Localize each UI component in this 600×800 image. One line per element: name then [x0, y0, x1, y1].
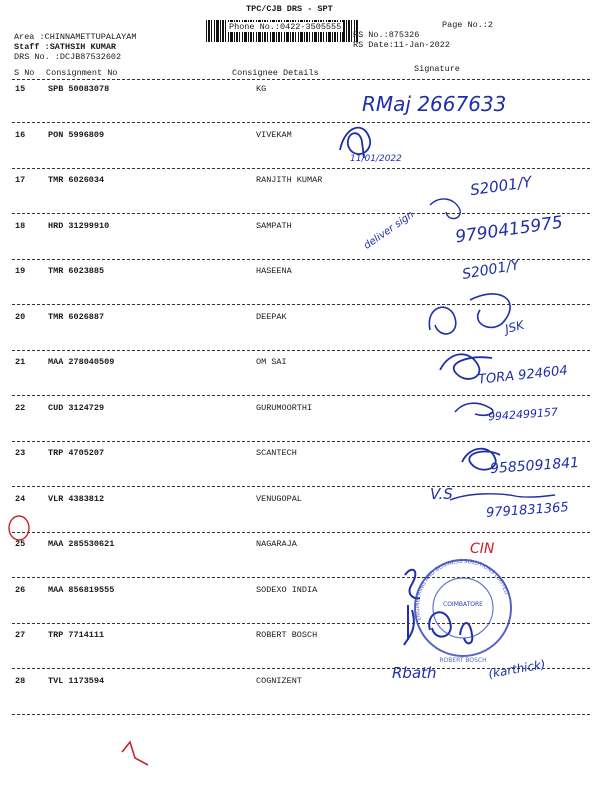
- row-divider: [12, 304, 590, 305]
- table-row: [0, 676, 600, 690]
- row-consignee-name: HASEENA: [256, 266, 292, 276]
- row-sno: 22: [15, 403, 26, 413]
- row-divider: [12, 122, 590, 123]
- row-consignee-name: OM SAI: [256, 357, 287, 367]
- row-sno: 24: [15, 494, 26, 504]
- table-row: [0, 130, 600, 144]
- row-consignment-number: TMR 6026034: [48, 175, 105, 185]
- row-consignment-number: VLR 4383812: [48, 494, 105, 504]
- stamp-outer-text: ENGINEERING AND BUSINESS SOLUTIONS LIMITED: [414, 558, 510, 622]
- row-divider: [12, 714, 590, 715]
- drs-number: DRS No. :DCJB87532602: [14, 52, 122, 62]
- stamp-bottom-text: ROBERT BOSCH: [439, 657, 487, 664]
- row-consignment-number: TMR 6023885: [48, 266, 105, 276]
- row-consignment-number: SPB 50083078: [48, 84, 110, 94]
- column-header-consignee: Consignee Details: [232, 68, 319, 78]
- row-consignee-name: DEEPAK: [256, 312, 287, 322]
- signature-23-phone: 9585091841: [489, 454, 580, 478]
- row-consignee-name: GURUMOORTHI: [256, 403, 313, 413]
- signature-21: TORA 924604: [477, 363, 569, 388]
- header-divider: [12, 79, 590, 80]
- column-header-signature: Signature: [414, 64, 460, 74]
- row-consignee-name: SODEXO INDIA: [256, 585, 318, 595]
- row-sno: 23: [15, 448, 26, 458]
- row-divider: [12, 486, 590, 487]
- signature-24-name: V.S: [430, 485, 453, 503]
- row-sno: 28: [15, 676, 26, 686]
- rs-date: RS Date:11-Jan-2022: [353, 40, 450, 50]
- row-consignment-number: MAA 278040509: [48, 357, 115, 367]
- table-row: [0, 539, 600, 553]
- table-row: [0, 630, 600, 644]
- row-consignee-name: VIVEKAM: [256, 130, 292, 140]
- signature-28-note: (karthick): [487, 657, 547, 681]
- row-sno: 20: [15, 312, 26, 322]
- column-header-sno: S No: [14, 68, 35, 78]
- row-sno: 27: [15, 630, 26, 640]
- row-sno: 26: [15, 585, 26, 595]
- row-divider: [12, 213, 590, 214]
- row-divider: [12, 441, 590, 442]
- rs-number: RS No.:875326: [353, 30, 420, 40]
- row-consignment-number: TRP 7714111: [48, 630, 105, 640]
- row-sno: 16: [15, 130, 26, 140]
- page-number: Page No.:2: [442, 20, 494, 30]
- row-consignment-number: PON 5996809: [48, 130, 105, 140]
- row-consignee-name: SAMPATH: [256, 221, 292, 231]
- row-consignee-name: VENUGOPAL: [256, 494, 302, 504]
- row-consignment-number: TMR 6026887: [48, 312, 105, 322]
- signature-18-phone: 9790415975: [454, 212, 565, 248]
- row-divider: [12, 623, 590, 624]
- signature-28: Rbath: [392, 664, 437, 682]
- row-sno: 18: [15, 221, 26, 231]
- row-sno: 25: [15, 539, 26, 549]
- row-sno: 21: [15, 357, 26, 367]
- signature-20: JSK: [503, 317, 526, 337]
- red-tick-annotation: [122, 742, 148, 765]
- row-consignee-name: ROBERT BOSCH: [256, 630, 318, 640]
- row-consignment-number: HRD 31299910: [48, 221, 110, 231]
- row-consignment-number: TVL 1173594: [48, 676, 105, 686]
- signature-22-phone: 9942499157: [487, 405, 559, 424]
- column-header-consignment: Consignment No: [46, 68, 118, 78]
- row-sno: 17: [15, 175, 26, 185]
- signature-scribble-18: [430, 199, 460, 219]
- row-consignee-name: COGNIZENT: [256, 676, 302, 686]
- signature-19: S2001/Y: [461, 257, 521, 283]
- row-consignee-name: NAGARAJA: [256, 539, 297, 549]
- row-divider: [12, 577, 590, 578]
- signature-16-date: 11/01/2022: [350, 154, 402, 164]
- signature-18-note: deliver sign: [362, 209, 416, 252]
- table-row: [0, 84, 600, 98]
- document-title: TPC/CJB DRS - SPT: [246, 4, 333, 14]
- red-cin-mark: CIN: [470, 541, 495, 557]
- row-divider: [12, 168, 590, 169]
- row-consignee-name: KG: [256, 84, 267, 94]
- row-consignee-name: SCANTECH: [256, 448, 297, 458]
- row-consignee-name: RANJITH KUMAR: [256, 175, 323, 185]
- row-sno: 19: [15, 266, 26, 276]
- row-25-circle-annotation: [9, 516, 29, 540]
- signature-24-phone: 9791831365: [485, 500, 570, 521]
- staff-label: Staff :SATHSIH KUMAR: [14, 42, 117, 52]
- table-row: [0, 585, 600, 599]
- signature-15: RMaj 2667633: [362, 92, 507, 116]
- row-divider: [12, 395, 590, 396]
- area-label: Area :CHINNAMETTUPALAYAM: [14, 32, 137, 42]
- row-consignment-number: MAA 856819555: [48, 585, 115, 595]
- signature-17: S2001/Y: [469, 172, 533, 200]
- row-consignment-number: MAA 285530621: [48, 539, 115, 549]
- row-divider: [12, 350, 590, 351]
- row-divider: [12, 532, 590, 533]
- phone-number: Phone No.:0422-3505555: [229, 22, 342, 32]
- stamp-center-text: COIMBATORE: [443, 601, 483, 608]
- row-sno: 15: [15, 84, 26, 94]
- row-consignment-number: CUD 3124729: [48, 403, 105, 413]
- row-consignment-number: TRP 4705207: [48, 448, 105, 458]
